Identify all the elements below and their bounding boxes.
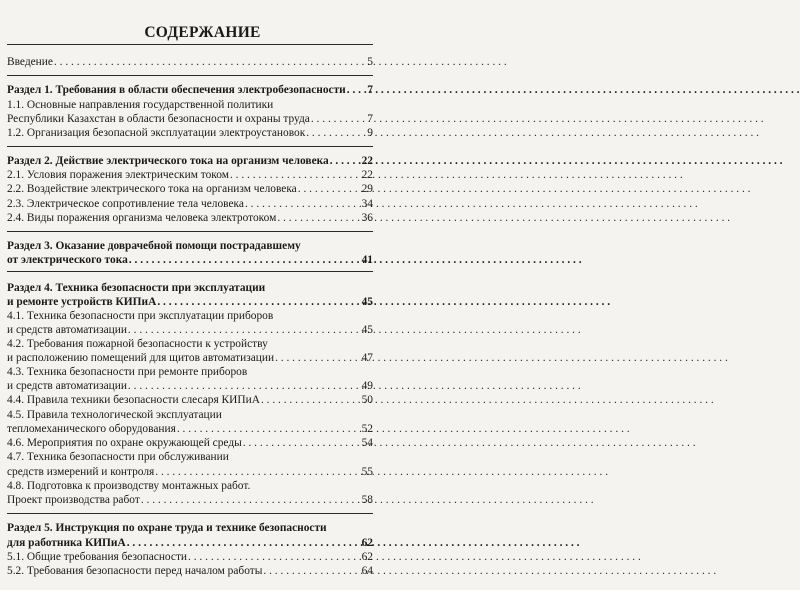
divider-rule [7, 44, 373, 45]
toc-entry-text: Раздел 3. Оказание доврачебной помощи пострадавшему [7, 240, 301, 252]
toc-entry [7, 125, 373, 141]
toc-entry-text: 5.1. Общие требования безопасности [7, 551, 188, 563]
divider-rule [7, 146, 373, 147]
dot-leader [54, 54, 366, 70]
page-title: СОДЕРЖАНИЕ [144, 24, 261, 41]
toc-entry-text: 4.6. Мероприятия по охране окружающей среды [7, 437, 242, 449]
toc-entry-text: Проект производства работ [7, 494, 140, 506]
toc-page-number: 7 [367, 84, 373, 96]
toc-entry-text: 4.3. Техника безопасности при ремонте приборов [7, 366, 248, 378]
toc-entry-text: 4.5. Правила технологической эксплуатации [7, 409, 222, 421]
toc-entry-text: и расположению помещений для щитов автоматизации [7, 352, 275, 364]
toc-entry [7, 392, 373, 408]
toc-entry-text: 2.3. Электрическое сопротивление тела человека [7, 198, 244, 210]
divider-rule [7, 513, 373, 514]
toc-entry [7, 181, 373, 197]
toc-page-number: 55 [361, 466, 373, 478]
toc-page-number: 54 [361, 437, 373, 449]
dot-leader [263, 563, 360, 579]
toc-entry-text: 5.2. Требования безопасности перед началом работы [7, 565, 263, 577]
toc-entry [7, 449, 373, 465]
toc-page-number: 41 [361, 254, 373, 266]
toc-page-number: 5 [367, 56, 373, 68]
toc-page-number: 34 [361, 198, 373, 210]
toc-entry-text: тепломеханического оборудования [7, 423, 176, 435]
toc-entry [7, 54, 373, 70]
toc-page-number: 7 [367, 113, 373, 125]
toc-page-number: 22 [361, 169, 373, 181]
toc-entry-text: Введение [7, 56, 53, 68]
toc-page-number: 58 [361, 494, 373, 506]
toc-entry-text: 4.4. Правила техники безопасности слесаря КИПиА [7, 394, 260, 406]
toc-entry-text: 2.1. Условия поражения электрическим током [7, 169, 229, 181]
toc-page-number: 47 [361, 352, 373, 364]
toc-page-number: 64 [361, 565, 373, 577]
toc-page-number: 50 [361, 394, 373, 406]
toc-entry-text: и средств автоматизации [7, 324, 127, 336]
toc-page-number: 9 [367, 127, 373, 139]
toc-page-number: 62 [361, 537, 373, 549]
toc-page-number: 36 [361, 212, 373, 224]
toc-entry-text: 4.8. Подготовка к производству монтажных работ. [7, 480, 251, 492]
toc-entry-text: Раздел 2. Действие электрического тока на организм человека [7, 155, 329, 167]
toc-entry [7, 210, 373, 226]
toc-entry [7, 492, 373, 508]
divider-rule [7, 271, 373, 272]
dot-leader [298, 181, 361, 197]
toc-section-entry [7, 252, 373, 268]
divider-rule [7, 231, 373, 232]
toc-section-entry [7, 520, 373, 536]
toc-entry-text: Республики Казахстан в области безопасности и охраны труда [7, 113, 310, 125]
toc-entry-text: 2.2. Воздействие электрического тока на организм человека [7, 183, 297, 195]
toc-page-number: 62 [361, 551, 373, 563]
toc-page-number: 52 [361, 423, 373, 435]
toc-entry-text: 2.4. Виды поражения организма человека электротоком [7, 212, 277, 224]
toc-entry-text: Раздел 5. Инструкция по охране труда и технике безопасности [7, 522, 327, 534]
toc-page-number: 49 [361, 380, 373, 392]
toc-page-number: 45 [361, 296, 373, 308]
toc-section-entry [7, 82, 373, 98]
toc-page-number: 29 [361, 183, 373, 195]
toc-entry-text: для работника КИПиА [7, 537, 126, 549]
toc-entry-text: и ремонте устройств КИПиА [7, 296, 157, 308]
toc-entry-text: 1.1. Основные направления государственной политики [7, 99, 274, 111]
dot-leader [261, 392, 361, 408]
divider-rule [7, 75, 373, 76]
toc-entry-text: Раздел 4. Техника безопасности при эксплуатации [7, 282, 266, 294]
toc-entry [7, 563, 373, 579]
toc-entry-text: 1.2. Организация безопасной эксплуатации электроустановок [7, 127, 306, 139]
dot-leader [277, 210, 360, 226]
toc-entry-text: 4.7. Техника безопасности при обслуживании [7, 451, 229, 463]
dot-leader [141, 492, 361, 508]
toc-entry-text: 4.1. Техника безопасности при эксплуатации приборов [7, 310, 274, 322]
dot-leader [129, 252, 361, 268]
toc-entry-text: от электрического тока [7, 254, 128, 266]
toc-entry-text: Раздел 1. Требования в области обеспечения электробезопасности [7, 84, 346, 96]
toc-page-number: 45 [361, 324, 373, 336]
toc-entry-text: и средств автоматизации [7, 380, 127, 392]
dot-leader [347, 82, 367, 98]
toc-page-number: 22 [361, 155, 373, 167]
dot-leader [306, 125, 366, 141]
toc-entry-text: 4.2. Требования пожарной безопасности к устройству [7, 338, 268, 350]
toc-entry-text: средств измерений и контроля [7, 466, 155, 478]
